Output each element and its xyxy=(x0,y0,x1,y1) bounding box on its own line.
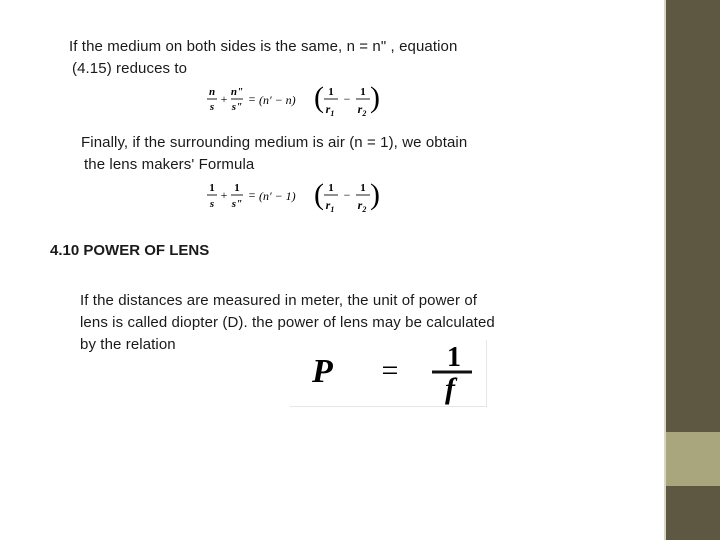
equation-graphic xyxy=(206,178,378,220)
equation-power xyxy=(290,340,487,407)
paragraph-line: by the relation xyxy=(80,336,176,353)
eq-factor: (n' − n) xyxy=(259,93,296,107)
eq-equals: = xyxy=(248,92,256,106)
eq-term-den: s" xyxy=(231,101,243,113)
eq-equals: = xyxy=(248,188,256,202)
paren-right: ) xyxy=(370,178,380,211)
eq-plus: + xyxy=(220,188,228,202)
eq-one: 1 xyxy=(360,182,366,194)
eq-one: 1 xyxy=(360,86,366,98)
sidebar-accent-block xyxy=(666,432,720,486)
paragraph-line: If the distances are measured in meter, the unit of power of xyxy=(80,292,478,309)
eq-term-num: n xyxy=(208,86,216,98)
paragraph-line: the lens makers' Formula xyxy=(84,156,255,173)
eq-one: 1 xyxy=(328,182,334,194)
equation-graphic xyxy=(206,82,378,122)
eq-radius: $r_1$ xyxy=(325,198,335,214)
paren-left: ( xyxy=(314,81,324,114)
paren-left: ( xyxy=(314,178,324,211)
eq-term-den: s xyxy=(209,198,215,210)
eq-term-den: s xyxy=(209,101,215,113)
equation-same-medium xyxy=(206,82,378,122)
equation-graphic xyxy=(290,340,486,406)
eq-term-num: 1 xyxy=(234,182,240,194)
eq-radius: $r_2$ xyxy=(357,102,367,118)
eq-plus: + xyxy=(220,92,228,106)
eq-numerator: 1 xyxy=(447,342,461,373)
paragraph-line: Finally, if the surrounding medium is air (n = 1), we obtain xyxy=(81,134,468,151)
equation-lens-makers xyxy=(206,178,378,220)
eq-term-den: s" xyxy=(231,198,243,210)
paren-right: ) xyxy=(370,81,380,114)
paragraph-air-medium xyxy=(81,132,467,176)
paragraph-line: If the medium on both sides is the same, n = n" , equation xyxy=(69,38,458,55)
paragraph-line: lens is called diopter (D). the power of lens may be calculated xyxy=(80,314,495,331)
eq-radius: $r_1$ xyxy=(325,102,335,118)
paragraph-same-medium xyxy=(69,36,457,80)
eq-minus: − xyxy=(343,188,351,202)
eq-term-num: n" xyxy=(230,86,244,98)
eq-power-symbol: P xyxy=(312,353,333,390)
eq-denominator: f xyxy=(445,372,455,405)
eq-equals: = xyxy=(381,354,399,387)
eq-radius: $r_2$ xyxy=(357,198,367,214)
eq-factor: (n' − 1) xyxy=(259,189,296,203)
section-heading: 4.10 POWER OF LENS xyxy=(50,242,210,259)
eq-minus: − xyxy=(343,92,351,106)
paragraph-line: (4.15) reduces to xyxy=(72,60,188,77)
eq-term-num: 1 xyxy=(209,182,215,194)
eq-one: 1 xyxy=(328,86,334,98)
